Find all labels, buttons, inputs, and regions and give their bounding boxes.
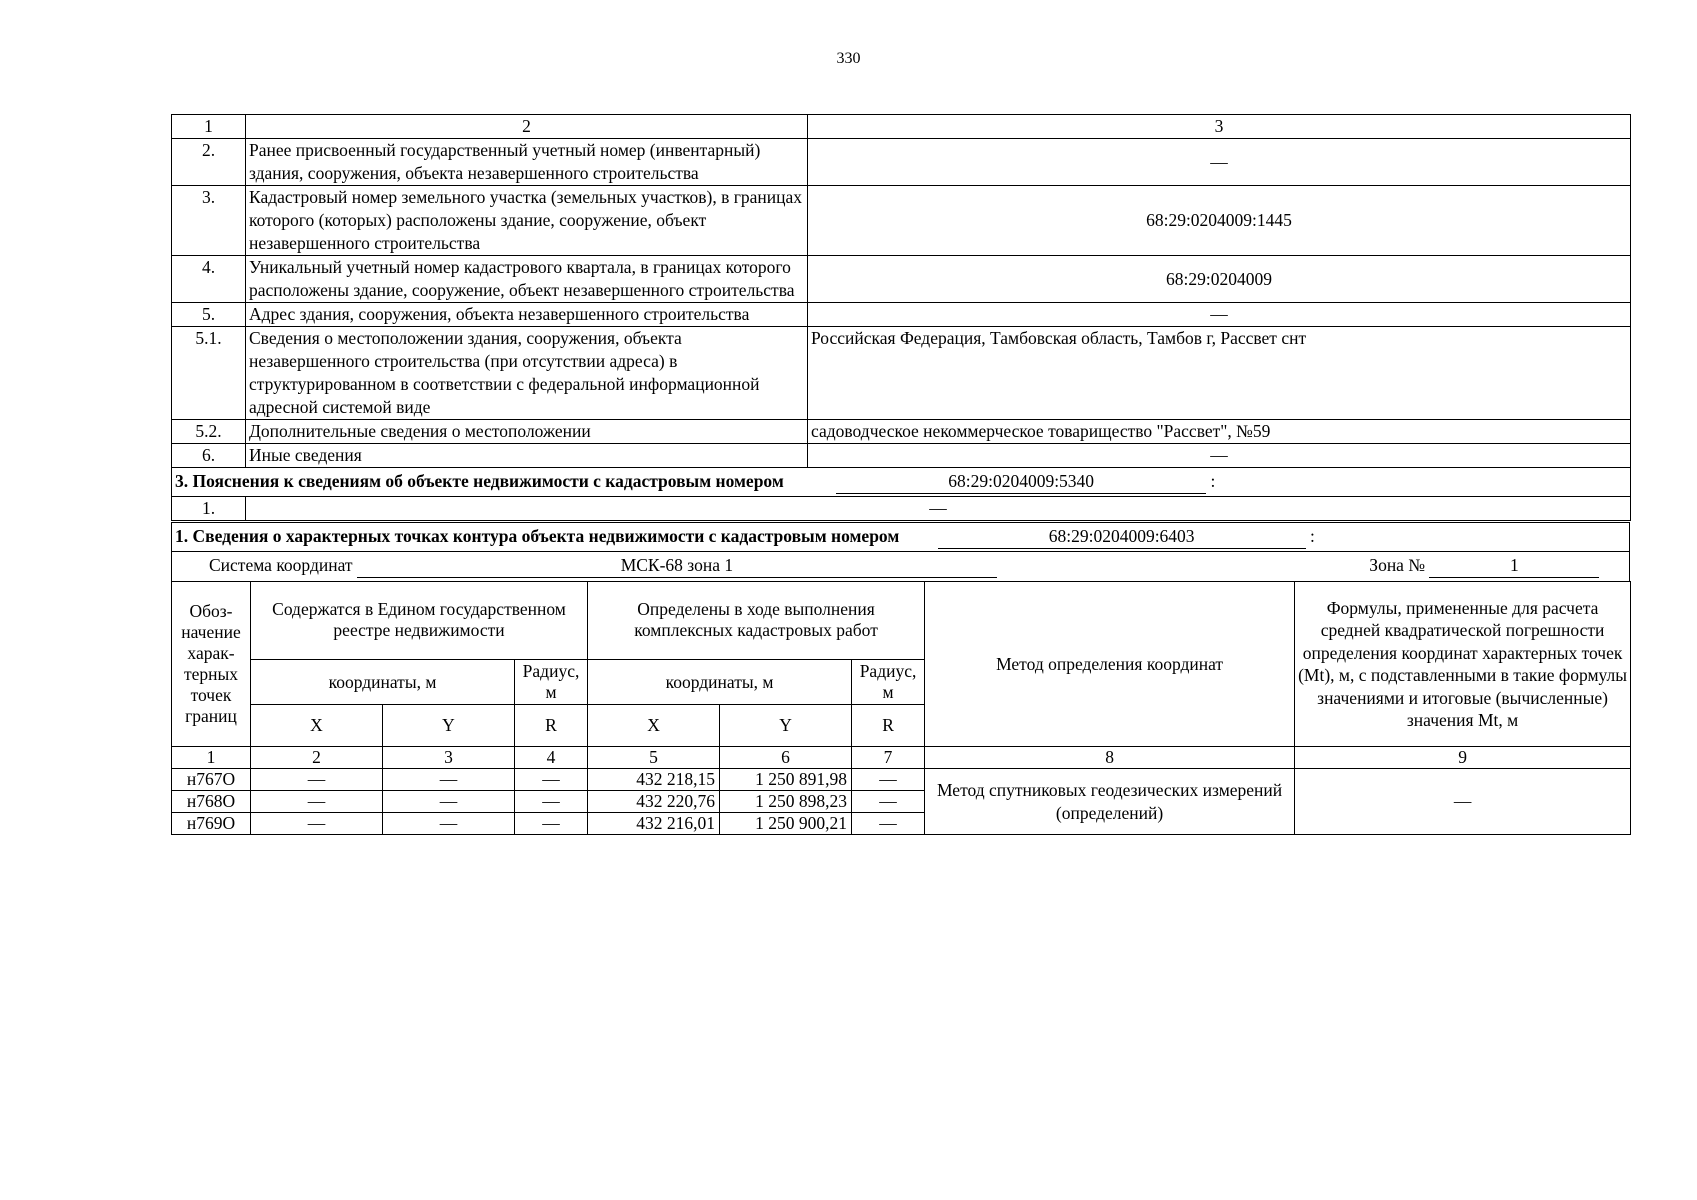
header-x-complex: X [588,705,720,747]
document-sheet [171,114,1630,835]
col-header-2: 2 [246,115,808,139]
row-value: 68:29:0204009 [808,256,1631,303]
table-row [172,186,1631,256]
section1-header [172,522,1630,552]
point-x-egrn: — [251,769,383,791]
row-label: Уникальный учетный номер кадастрового квартала, в границах которого расположены здание, сооружение, объект незавершенного строительства [246,256,808,303]
column-numbers-row [172,747,1631,769]
point-x-egrn: — [251,813,383,835]
section1-table [171,520,1630,582]
row-number: 5. [172,303,246,327]
point-r: — [852,813,925,835]
row-value: — [808,444,1631,468]
zone-value: 1 [1429,554,1599,578]
row-number: 2. [172,139,246,186]
col-number: 3 [383,747,515,769]
point-name: н767О [172,769,251,791]
col-number: 8 [925,747,1295,769]
point-name: н769О [172,813,251,835]
row-value: — [808,139,1631,186]
formula-value: — [1295,769,1631,835]
header-formula: Формулы, примененные для расчета средней квадратической погрешности определения координат характерных точек (Mt), м, с подставленными в такие формулы значениями и итоговые (вычисленные) значения Mt, м [1295,582,1631,747]
section3-row [172,497,1631,521]
col-number: 5 [588,747,720,769]
coords-header-row-1 [172,582,1631,660]
header-r-complex: R [852,705,925,747]
point-y-egrn: — [383,813,515,835]
row-value: — [808,303,1631,327]
method-value: Метод спутниковых геодезических измерений (определений) [925,769,1295,835]
col-header-3: 3 [808,115,1631,139]
point-r: — [852,791,925,813]
zone-label: Зона № [1369,555,1426,575]
row-label: Иные сведения [246,444,808,468]
col-number: 9 [1295,747,1631,769]
header-method: Метод определения координат [925,582,1295,747]
col-number: 6 [720,747,852,769]
building-info-table [171,114,1631,468]
table-row [172,139,1631,186]
point-r: — [852,769,925,791]
section3-table [171,467,1631,521]
point-x: 432 220,76 [588,791,720,813]
point-y-egrn: — [383,769,515,791]
section1-colon: : [1310,526,1315,546]
table-row [172,420,1631,444]
point-name: н768О [172,791,251,813]
coordinates-table [171,581,1631,835]
row-number: 1. [172,497,246,521]
table-header-row [172,115,1631,139]
table-row [172,303,1631,327]
row-label: Сведения о местоположении здания, сооружения, объекта незавершенного строительства (при отсутствии адреса) в структурированном в соответствии с федеральной информационной адресной системой виде [246,327,808,420]
header-coords-complex: координаты, м [588,659,852,705]
row-value: 68:29:0204009:1445 [808,186,1631,256]
point-r-egrn: — [515,791,588,813]
col-number: 4 [515,747,588,769]
row-number: 6. [172,444,246,468]
header-complex-works: Определены в ходе выполнения комплексных кадастровых работ [588,582,925,660]
point-x: 432 218,15 [588,769,720,791]
header-y-egrn: Y [383,705,515,747]
point-x-egrn: — [251,791,383,813]
row-number: 5.2. [172,420,246,444]
header-radius-egrn: Радиус, м [515,659,588,705]
table-row [172,769,1631,791]
row-number: 5.1. [172,327,246,420]
section3-cadastral-number: 68:29:0204009:5340 [836,470,1206,494]
header-radius-complex: Радиус, м [852,659,925,705]
section3-colon: : [1210,471,1216,491]
row-label: Кадастровый номер земельного участка (земельных участков), в границах которого (которых) расположены здание, сооружение, объект незавершенного строительства [246,186,808,256]
col-number: 1 [172,747,251,769]
section3-title: 3. Пояснения к сведениям об объекте недвижимости с кадастровым номером [175,471,784,491]
page-number: 330 [836,50,861,67]
point-x: 432 216,01 [588,813,720,835]
header-x-egrn: X [251,705,383,747]
point-r-egrn: — [515,813,588,835]
point-y: 1 250 900,21 [720,813,852,835]
row-label: Ранее присвоенный государственный учетный номер (инвентарный) здания, сооружения, объекта незавершенного строительства [246,139,808,186]
row-number: 3. [172,186,246,256]
table-row [172,444,1631,468]
table-row [172,256,1631,303]
row-label: Адрес здания, сооружения, объекта незавершенного строительства [246,303,808,327]
point-r-egrn: — [515,769,588,791]
row-number: 4. [172,256,246,303]
point-y: 1 250 891,98 [720,769,852,791]
coordinate-system-row [172,552,1630,582]
section1-cadastral-number: 68:29:0204009:6403 [938,525,1306,549]
header-r-egrn: R [515,705,588,747]
header-designation: Обоз-начение харак-терных точек границ [172,582,251,747]
row-value: — [246,497,1631,521]
col-number: 7 [852,747,925,769]
point-y: 1 250 898,23 [720,791,852,813]
section3-header [172,468,1631,497]
coordinate-system-value: МСК-68 зона 1 [357,554,997,578]
table-row [172,327,1631,420]
row-value: Российская Федерация, Тамбовская область, Тамбов г, Рассвет снт [808,327,1631,420]
header-egrn: Содержатся в Едином государственном реестре недвижимости [251,582,588,660]
section1-title: 1. Сведения о характерных точках контура объекта недвижимости с кадастровым номером [175,526,900,546]
header-y-complex: Y [720,705,852,747]
header-coords-egrn: координаты, м [251,659,515,705]
row-value: садоводческое некоммерческое товарищество "Рассвет", №59 [808,420,1631,444]
point-y-egrn: — [383,791,515,813]
coordinate-system-label: Система координат [209,555,353,575]
col-number: 2 [251,747,383,769]
col-header-1: 1 [172,115,246,139]
row-label: Дополнительные сведения о местоположении [246,420,808,444]
